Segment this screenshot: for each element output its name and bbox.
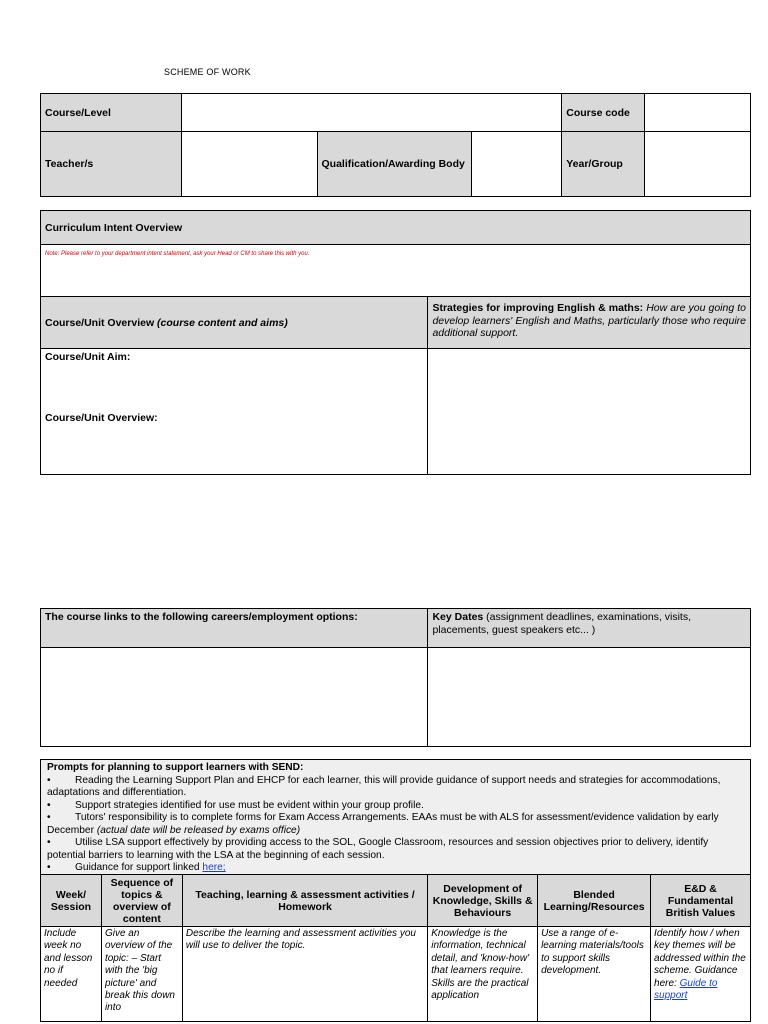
send-item xyxy=(47,862,744,875)
unit-overview-label: Course/Unit Overview: xyxy=(45,412,158,424)
key-dates-heading xyxy=(428,609,751,648)
sequence-cell[interactable]: Give an overview of the topic: – Start with the 'big picture' and break this down into xyxy=(101,927,182,1022)
qualification-field[interactable] xyxy=(472,132,562,197)
send-item xyxy=(47,800,744,813)
guide-support-link[interactable]: Guide to support xyxy=(654,977,718,1002)
teacher-field[interactable] xyxy=(181,132,317,197)
col-blended-header: Blended Learning/Resources xyxy=(538,875,651,927)
ed-cell[interactable] xyxy=(651,927,751,1022)
col-ed-header: E&D & Fundamental British Values xyxy=(651,875,751,927)
page-title: SCHEME OF WORK xyxy=(164,67,251,77)
col-sequence-header: Sequence of topics & overview of content xyxy=(101,875,182,927)
send-item-text: Guidance for support linked xyxy=(75,862,203,873)
send-item-text: Support strategies identified for use must be evident within your group profile. xyxy=(75,799,424,811)
send-prompts-box xyxy=(40,759,751,874)
send-item-text: Utilise LSA support effectively by providing access to the SOL, Google Classroom, resources and session objectives prior to delivery, identify potential barriers to learning with the LSA at the beginning of each session. xyxy=(47,837,709,861)
table-row xyxy=(41,927,751,1022)
unit-aim-label: Course/Unit Aim: xyxy=(45,351,131,363)
teaching-cell[interactable]: Describe the learning and assessment activities you will use to deliver the topic. xyxy=(182,927,427,1022)
send-item-text: Reading the Learning Support Plan and EHCP for each learner, this will provide guidance of support needs and strategies for accommodations, adaptations and differentiation. xyxy=(47,774,721,798)
course-level-label: Course/Level xyxy=(41,94,182,132)
key-dates-field[interactable] xyxy=(428,648,751,747)
send-item xyxy=(47,837,744,862)
bullet-icon: • xyxy=(47,837,51,848)
col-week-header: Week/ Session xyxy=(41,875,102,927)
curriculum-intent-table xyxy=(40,210,751,475)
unit-overview-heading xyxy=(41,297,428,349)
bullet-icon: • xyxy=(47,774,51,786)
qualification-label: Qualification/Awarding Body xyxy=(317,132,472,197)
send-item-text: Tutors' responsibility is to complete forms for Exam Access Arrangements. EAAs must be with ALS for assessment/evidence validation by early December xyxy=(47,812,719,836)
ed-cell-text: Identify how / when key themes will be addressed within the scheme. Guidance here: xyxy=(654,928,746,989)
key-dates-heading-bold: Key Dates xyxy=(432,611,484,623)
unit-aim-cell[interactable] xyxy=(41,349,428,475)
week-cell[interactable]: Include week no and lesson no if needed xyxy=(41,927,102,1022)
strategies-field[interactable] xyxy=(428,349,751,475)
year-group-label: Year/Group xyxy=(562,132,645,197)
intent-note: Note: Please refer to your department intent statement, ask your Head or CM to share this with you. xyxy=(41,245,751,297)
strategies-heading-text: How are you going to develop learners' English and Maths, particularly those who require additional support. xyxy=(432,302,746,339)
blended-cell[interactable]: Use a range of e-learning materials/tools to support skills development. xyxy=(538,927,651,1022)
send-item xyxy=(47,812,744,837)
bullet-icon: • xyxy=(47,799,51,811)
course-level-field[interactable] xyxy=(181,94,561,132)
strategies-heading xyxy=(428,297,751,349)
development-cell[interactable]: Knowledge is the information, technical detail, and 'know-how' that learners require. Skills are the practical application xyxy=(428,927,538,1022)
course-code-label: Course code xyxy=(562,94,645,132)
send-item xyxy=(47,775,744,800)
key-dates-heading-text: (assignment deadlines, examinations, visits, placements, guest speakers etc... ) xyxy=(432,611,692,636)
teacher-label: Teacher/s xyxy=(41,132,182,197)
year-group-field[interactable] xyxy=(645,132,751,197)
intent-heading: Curriculum Intent Overview xyxy=(41,211,751,245)
planning-table xyxy=(40,874,751,1022)
unit-overview-heading-text: Course/Unit Overview xyxy=(45,316,158,329)
col-development-header: Development of Knowledge, Skills & Behaviours xyxy=(428,875,538,927)
send-heading: Prompts for planning to support learners with SEND: xyxy=(47,762,304,773)
bullet-icon: • xyxy=(47,812,51,823)
course-info-table xyxy=(40,93,751,197)
strategies-heading-bold: Strategies for improving English & maths: xyxy=(432,302,644,314)
careers-heading: The course links to the following careers/employment options: xyxy=(41,609,428,648)
send-item-italic: (actual date will be released by exams office) xyxy=(96,824,301,836)
careers-field[interactable] xyxy=(41,648,428,747)
careers-table xyxy=(40,608,751,747)
course-code-field[interactable] xyxy=(645,94,751,132)
bullet-icon: • xyxy=(47,862,51,873)
support-guidance-link[interactable]: here; xyxy=(202,862,226,873)
col-teaching-header: Teaching, learning & assessment activities / Homework xyxy=(182,875,427,927)
unit-overview-heading-italic: (course content and aims) xyxy=(157,316,288,329)
